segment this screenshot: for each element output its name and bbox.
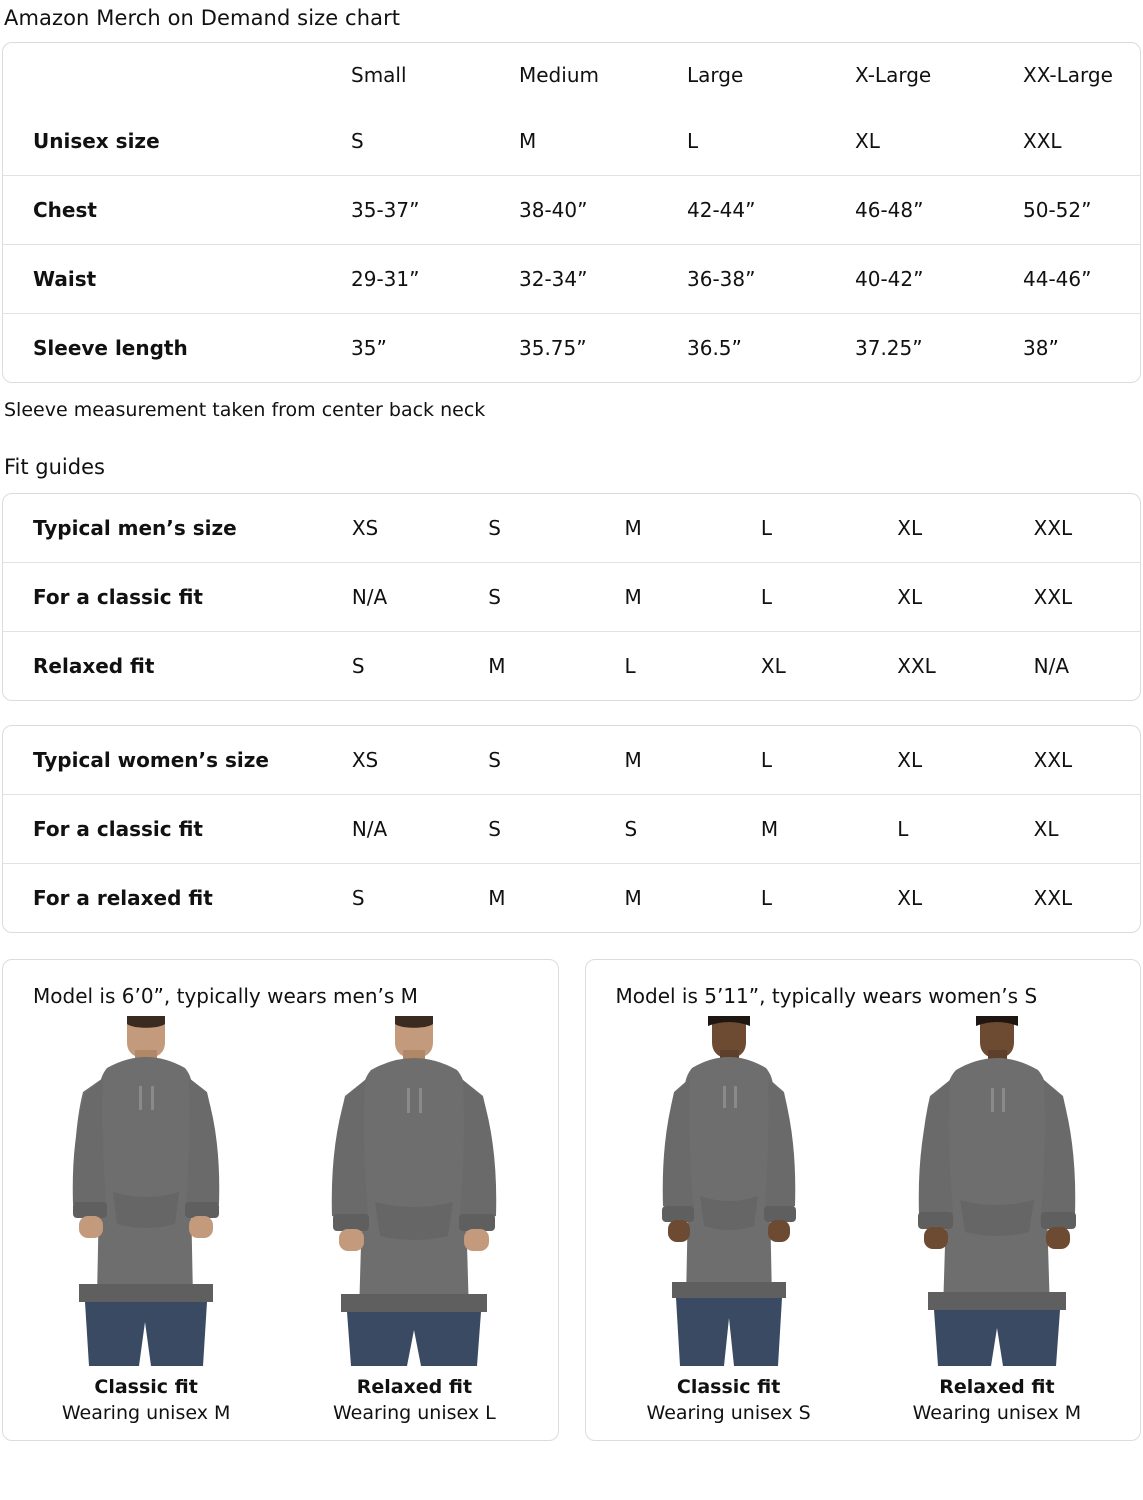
fit-guides-label: Fit guides: [4, 455, 105, 479]
cell-unisex-large: L: [687, 129, 699, 153]
size-chart-table: [3, 43, 1141, 382]
mens-relaxed-fit-sub: Wearing unisex L: [333, 1402, 496, 1424]
mens-model-figures: [15, 1016, 546, 1424]
cell-womens-classic-2: S: [488, 817, 501, 841]
cell-sleeve-medium: 35.75”: [519, 336, 587, 360]
mens-fit-guide-card: [2, 493, 1141, 701]
column-header-small: Small: [351, 63, 407, 87]
cell-waist-xxlarge: 44-46”: [1023, 267, 1092, 291]
cell-mens-typical-5: XL: [897, 516, 923, 540]
cell-womens-relaxed-1: S: [351, 886, 365, 910]
cell-mens-classic-4: L: [760, 585, 773, 609]
cell-womens-relaxed-3: M: [624, 886, 642, 910]
table-row: [3, 864, 1140, 933]
cell-womens-classic-5: L: [897, 817, 909, 841]
cell-mens-typical-6: XXL: [1033, 516, 1073, 540]
mens-relaxed-fit-figure: [283, 1016, 545, 1424]
cell-unisex-medium: M: [519, 129, 537, 153]
cell-unisex-xxlarge: XXL: [1023, 129, 1062, 153]
cell-womens-classic-6: XL: [1033, 817, 1059, 841]
cell-sleeve-xlarge: 37.25”: [855, 336, 923, 360]
table-header-row: [3, 43, 1141, 107]
mens-model-caption: Model is 6’0”, typically wears men’s M: [33, 984, 418, 1008]
row-label-unisex-size: Unisex size: [33, 129, 160, 153]
column-header-xxlarge: XX-Large: [1023, 63, 1113, 87]
row-label-chest: Chest: [33, 198, 97, 222]
womens-relaxed-fit-sub: Wearing unisex M: [912, 1402, 1082, 1424]
sleeve-measurement-note: Sleeve measurement taken from center back neck: [4, 399, 486, 421]
cell-mens-classic-2: S: [488, 585, 501, 609]
row-label-typical-womens-size: Typical women’s size: [33, 748, 269, 772]
cell-chest-large: 42-44”: [687, 198, 756, 222]
column-header-xlarge: X-Large: [855, 63, 932, 87]
womens-classic-fit-label: Classic fit: [676, 1376, 781, 1398]
mens-classic-fit-figure: [15, 1016, 277, 1424]
womens-relaxed-fit-figure: [866, 1016, 1128, 1424]
cell-chest-xlarge: 46-48”: [855, 198, 924, 222]
cell-chest-small: 35-37”: [351, 198, 420, 222]
cell-womens-relaxed-5: XL: [897, 886, 923, 910]
table-row: [3, 245, 1141, 314]
row-label-womens-relaxed-fit: For a relaxed fit: [33, 886, 213, 910]
row-label-waist: Waist: [33, 267, 97, 291]
table-row: [3, 107, 1141, 176]
cell-waist-small: 29-31”: [351, 267, 420, 291]
cell-chest-xxlarge: 50-52”: [1023, 198, 1092, 222]
cell-sleeve-xxlarge: 38”: [1023, 336, 1059, 360]
female-model-relaxed-fit-photo: [866, 1016, 1128, 1366]
row-label-mens-relaxed-fit: Relaxed fit: [33, 654, 155, 678]
cell-unisex-small: S: [351, 129, 364, 153]
column-header-blank: [3, 43, 321, 107]
cell-waist-medium: 32-34”: [519, 267, 588, 291]
womens-relaxed-fit-label: Relaxed fit: [939, 1376, 1055, 1398]
table-row: [3, 726, 1140, 795]
cell-mens-typical-2: S: [488, 516, 501, 540]
cell-womens-typical-3: M: [624, 748, 642, 772]
cell-mens-typical-4: L: [760, 516, 773, 540]
cell-mens-relaxed-5: XXL: [897, 654, 936, 678]
womens-model-caption: Model is 5’11”, typically wears women’s S: [615, 984, 1038, 1008]
table-row: [3, 795, 1140, 864]
size-chart-header: [3, 43, 1141, 107]
cell-unisex-xlarge: XL: [855, 129, 880, 153]
table-row: [3, 632, 1140, 701]
model-cards: [0, 959, 1143, 1441]
cell-waist-large: 36-38”: [687, 267, 756, 291]
cell-womens-relaxed-6: XXL: [1033, 886, 1073, 910]
cell-womens-relaxed-4: L: [760, 886, 773, 910]
mens-relaxed-fit-label: Relaxed fit: [356, 1376, 473, 1398]
size-chart-body: [3, 107, 1141, 382]
row-label-typical-mens-size: Typical men’s size: [33, 516, 237, 540]
cell-mens-relaxed-3: L: [624, 654, 636, 678]
female-model-classic-fit-photo: [598, 1016, 860, 1366]
cell-mens-typical-1: XS: [351, 516, 379, 540]
cell-womens-typical-1: XS: [351, 748, 379, 772]
row-label-mens-classic-fit: For a classic fit: [33, 585, 203, 609]
womens-fit-guide-table: [3, 726, 1140, 932]
cell-womens-classic-1: N/A: [351, 817, 388, 841]
column-header-medium: Medium: [519, 63, 599, 87]
cell-mens-classic-6: XXL: [1033, 585, 1073, 609]
cell-waist-xlarge: 40-42”: [855, 267, 924, 291]
table-row: [3, 494, 1140, 563]
cell-mens-classic-1: N/A: [351, 585, 388, 609]
womens-model-card: [585, 959, 1142, 1441]
row-label-womens-classic-fit: For a classic fit: [33, 817, 203, 841]
womens-classic-fit-figure: [598, 1016, 860, 1424]
cell-womens-typical-6: XXL: [1033, 748, 1073, 772]
row-label-sleeve-length: Sleeve length: [33, 336, 188, 360]
cell-mens-relaxed-6: N/A: [1033, 654, 1070, 678]
male-model-relaxed-fit-photo: [283, 1016, 545, 1366]
cell-mens-relaxed-4: XL: [760, 654, 786, 678]
table-row: [3, 314, 1141, 383]
cell-mens-classic-3: M: [624, 585, 642, 609]
cell-chest-medium: 38-40”: [519, 198, 588, 222]
cell-womens-typical-4: L: [760, 748, 773, 772]
table-row: [3, 563, 1140, 632]
table-row: [3, 176, 1141, 245]
cell-mens-typical-3: M: [624, 516, 642, 540]
cell-womens-relaxed-2: M: [488, 886, 506, 910]
mens-classic-fit-sub: Wearing unisex M: [61, 1402, 231, 1424]
cell-womens-classic-3: S: [624, 817, 638, 841]
male-model-classic-fit-photo: [15, 1016, 277, 1366]
cell-mens-relaxed-1: S: [351, 654, 365, 678]
page-title: Amazon Merch on Demand size chart: [4, 6, 401, 30]
size-chart-card: [2, 42, 1141, 383]
womens-model-figures: [598, 1016, 1129, 1424]
cell-sleeve-small: 35”: [351, 336, 387, 360]
womens-fit-guide-card: [2, 725, 1141, 933]
womens-classic-fit-sub: Wearing unisex S: [646, 1402, 811, 1424]
cell-sleeve-large: 36.5”: [687, 336, 742, 360]
cell-mens-relaxed-2: M: [488, 654, 506, 678]
mens-fit-guide-table: [3, 494, 1140, 700]
column-header-large: Large: [687, 63, 744, 87]
cell-womens-typical-2: S: [488, 748, 501, 772]
cell-womens-typical-5: XL: [897, 748, 923, 772]
mens-model-card: [2, 959, 559, 1441]
cell-mens-classic-5: XL: [897, 585, 923, 609]
mens-classic-fit-label: Classic fit: [94, 1376, 198, 1398]
cell-womens-classic-4: M: [760, 817, 779, 841]
